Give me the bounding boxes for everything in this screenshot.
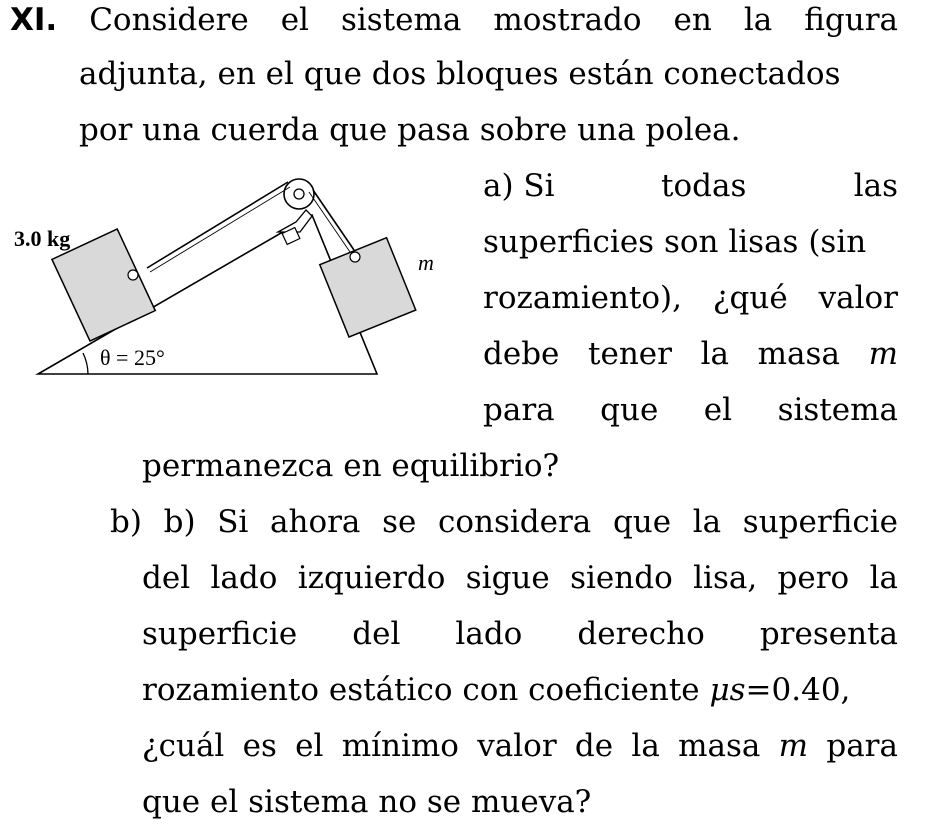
pulley-axle: [294, 189, 304, 199]
angle-arc: [83, 353, 88, 374]
rope-hook-left: [128, 270, 138, 280]
part-b-line-1: b) b) Si ahora se considera que la superficie: [110, 504, 898, 540]
part-a-word-todas: todas: [661, 168, 747, 204]
part-a-line-4-text: debe tener la masa: [483, 336, 840, 372]
intro-text-1: Considere el sistema mostrado en la figura: [89, 2, 898, 38]
part-a-line-3: rozamiento), ¿qué valor: [483, 280, 898, 316]
intro-line-1: [10, 0, 898, 40]
part-a-line-6: permanezca en equilibrio?: [142, 448, 560, 484]
part-b-line-2: del lado izquierdo sigue siendo lisa, pero la: [142, 560, 898, 596]
intro-line-2: adjunta, en el que dos bloques están conectados: [79, 56, 841, 92]
part-a-line-4: [483, 334, 898, 374]
part-b-line-4: [142, 670, 902, 710]
part-b-line-5: [142, 726, 898, 766]
part-a-word-las: las: [853, 168, 898, 204]
part-b-line-4-text: rozamiento estático con coeficiente: [142, 672, 700, 708]
part-b-line-5-pre: ¿cuál es el mínimo valor de la masa: [142, 728, 761, 764]
part-a-mass-symbol: m: [868, 336, 898, 372]
part-b-line-6: que el sistema no se mueva?: [142, 784, 592, 820]
incline-pulley-figure: [0, 160, 470, 390]
angle-label: θ = 25°: [100, 345, 165, 370]
left-mass-label: 3.0 kg: [14, 226, 71, 251]
part-a-label: a) Si: [483, 168, 555, 204]
rope-right: [313, 190, 354, 250]
part-b-line-3: superficie del lado derecho presenta: [142, 616, 898, 652]
part-a-line-2: superficies son lisas (sin: [483, 224, 867, 260]
problem-number: XI.: [10, 2, 58, 38]
part-b-mu-value: =0.40,: [745, 672, 851, 708]
part-a-line-5: para que el sistema: [483, 392, 898, 428]
right-mass-label: m: [418, 250, 434, 275]
part-b-mass-symbol: m: [778, 728, 809, 764]
rope-left: [147, 182, 288, 268]
intro-line-3: por una cuerda que pasa sobre una polea.: [79, 112, 741, 148]
part-b-line-5-post: para: [826, 728, 898, 764]
part-a-line-1: [483, 166, 898, 206]
rope-left-2: [150, 187, 290, 272]
part-b-mu-symbol: μs: [709, 672, 746, 708]
rope-hook-right: [350, 252, 360, 262]
right-block: [320, 238, 416, 337]
